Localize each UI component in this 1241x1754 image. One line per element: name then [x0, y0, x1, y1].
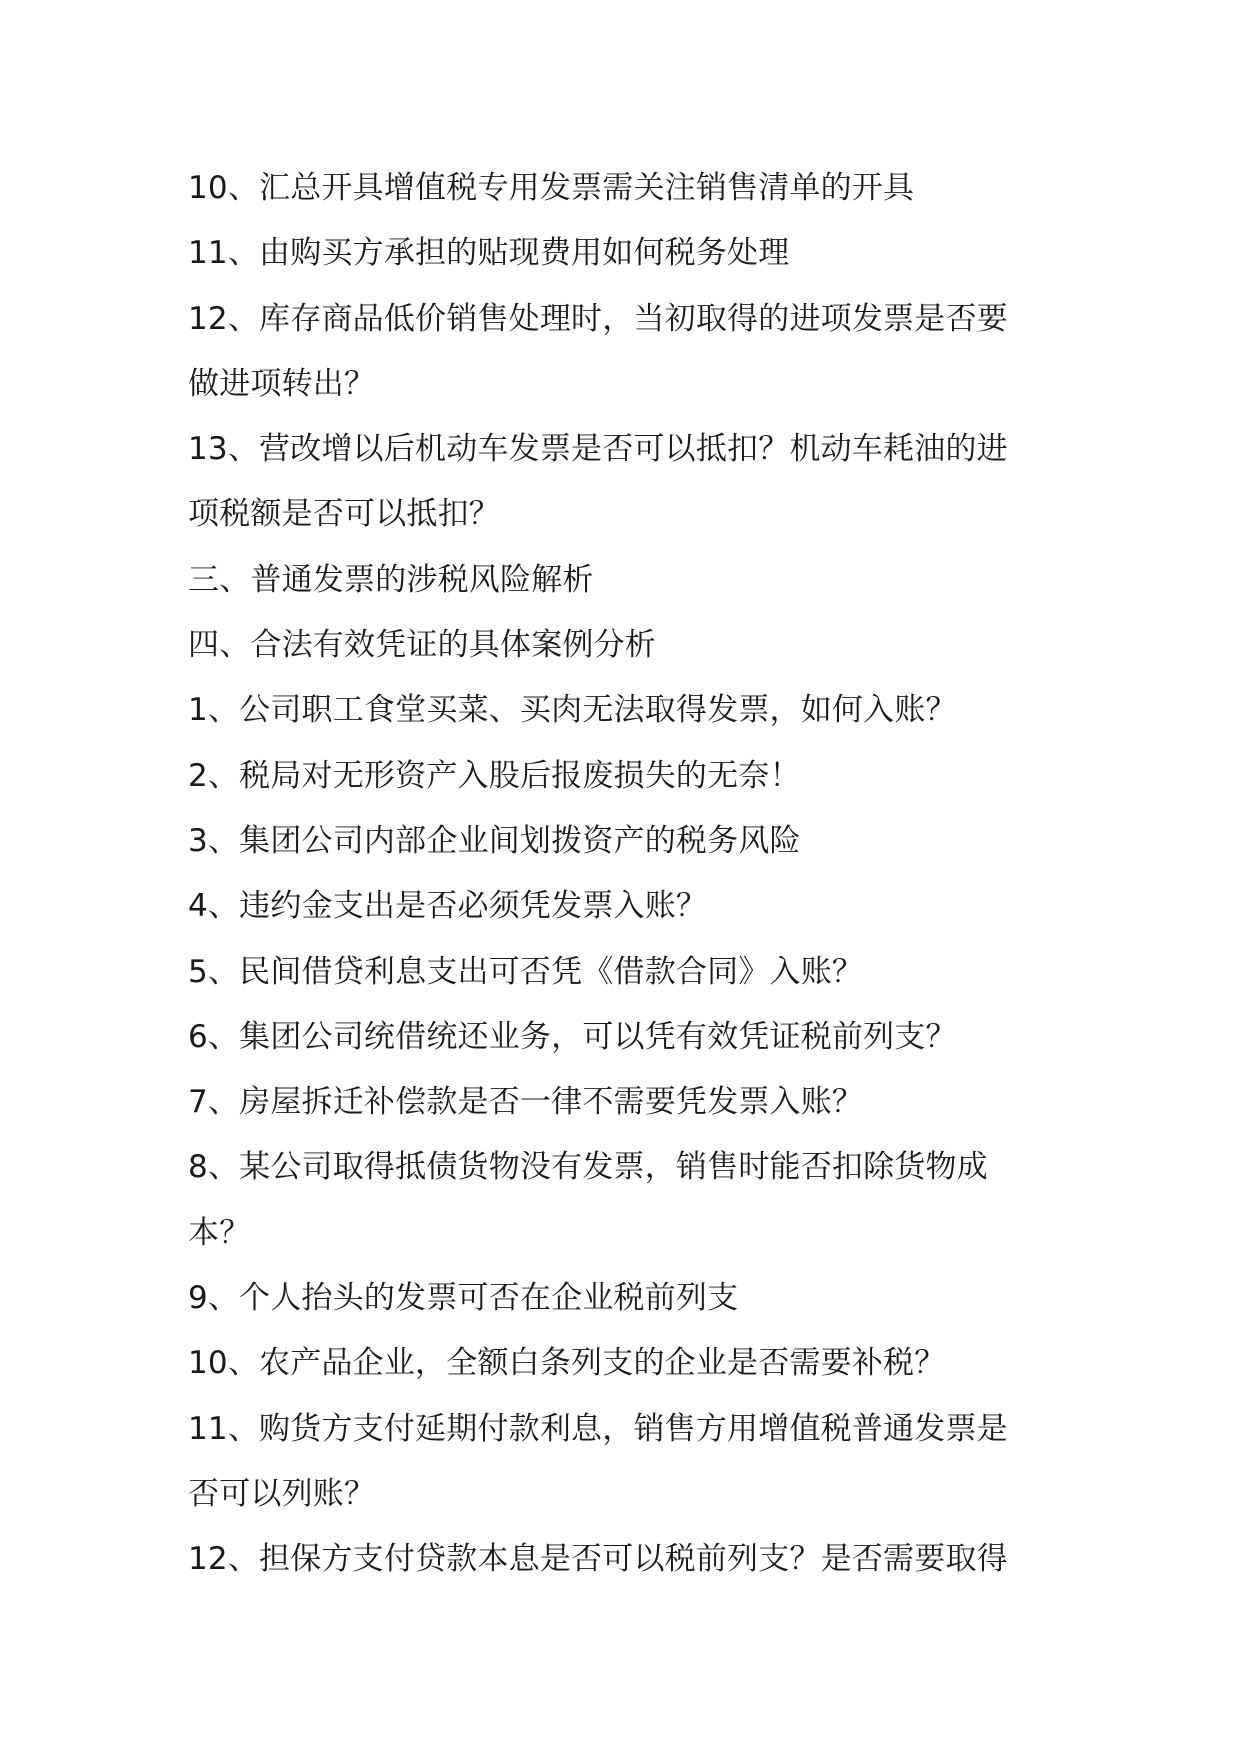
text-line: 12、库存商品低价销售处理时，当初取得的进项发票是否要 — [188, 300, 1008, 337]
text-line: 6、集团公司统借统还业务，可以凭有效凭证税前列支？ — [188, 1018, 957, 1055]
text-line: 3、集团公司内部企业间划拨资产的税务风险 — [188, 822, 801, 859]
text-line: 11、由购买方承担的贴现费用如何税务处理 — [188, 235, 790, 272]
text-line: 9、个人抬头的发票可否在企业税前列支 — [188, 1280, 739, 1317]
text-line: 13、营改增以后机动车发票是否可以抵扣？机动车耗油的进 — [188, 431, 1008, 468]
text-line: 10、农产品企业，全额白条列支的企业是否需要补税？ — [188, 1345, 946, 1382]
section-heading: 三、普通发票的涉税风险解析 — [188, 561, 594, 598]
section-heading: 四、合法有效凭证的具体案例分析 — [188, 627, 656, 664]
text-line: 12、担保方支付贷款本息是否可以税前列支？是否需要取得 — [188, 1541, 1008, 1578]
text-line: 本？ — [188, 1214, 251, 1251]
text-line: 10、汇总开具增值税专用发票需关注销售清单的开具 — [188, 170, 915, 206]
text-line: 2、税局对无形资产入股后报废损失的无奈！ — [188, 757, 801, 794]
text-line: 1、公司职工食堂买菜、买肉无法取得发票，如何入账？ — [188, 692, 957, 729]
text-line: 5、民间借贷利息支出可否凭《借款合同》入账？ — [188, 953, 864, 990]
text-line: 否可以列账？ — [188, 1475, 376, 1512]
text-line: 11、购货方支付延期付款利息，销售方用增值税普通发票是 — [188, 1410, 1008, 1447]
text-line: 4、违约金支出是否必须凭发票入账？ — [188, 888, 708, 925]
text-line: 8、某公司取得抵债货物没有发票，销售时能否扣除货物成 — [188, 1149, 988, 1186]
text-line: 项税额是否可以抵扣？ — [188, 496, 500, 533]
document-body — [188, 156, 1068, 1593]
text-line: 做进项转出？ — [188, 365, 376, 402]
text-line: 7、房屋拆迁补偿款是否一律不需要凭发票入账？ — [188, 1084, 864, 1121]
